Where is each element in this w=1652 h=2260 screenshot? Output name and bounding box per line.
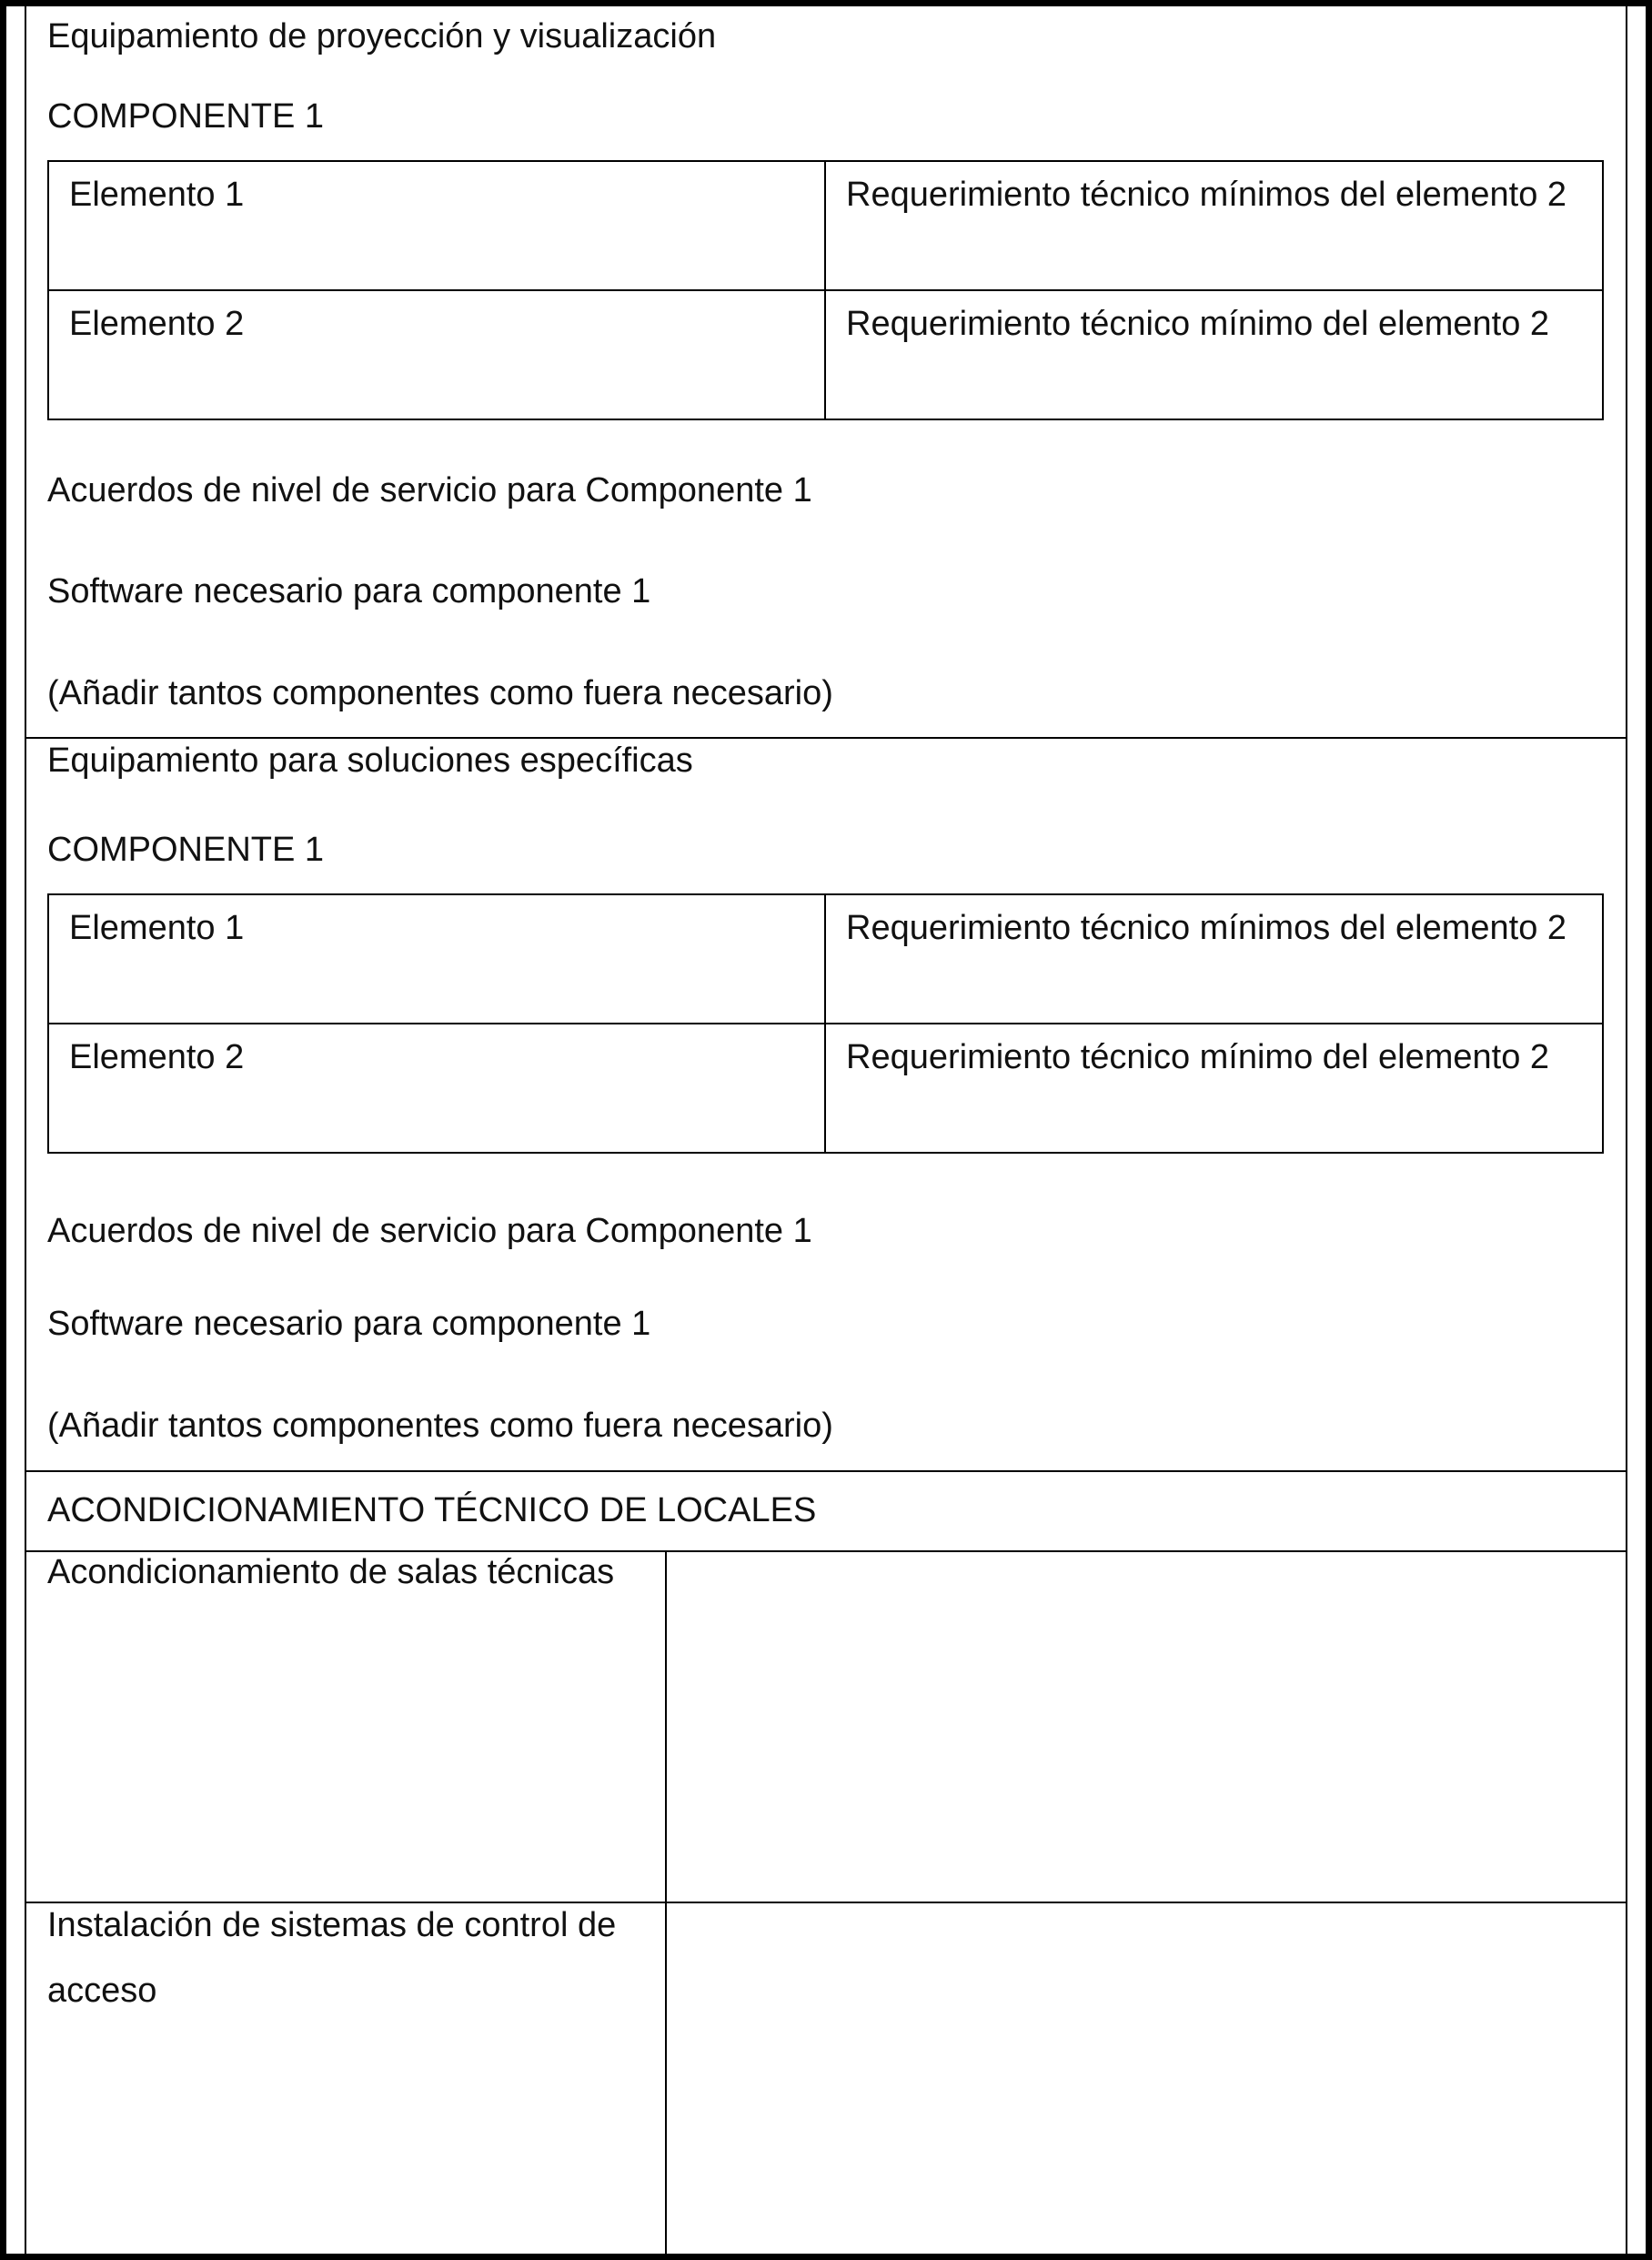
component-heading: COMPONENTE 1	[47, 97, 325, 136]
component-table	[47, 893, 1604, 1154]
element-cell: Elemento 2	[48, 290, 825, 419]
requirement-cell: Requerimiento técnico mínimos del elemento 2	[825, 894, 1603, 1024]
table-row	[48, 1024, 1603, 1153]
requirement-cell: Requerimiento técnico mínimos del elemento 2	[825, 161, 1603, 290]
note-text: (Añadir tantos componentes como fuera necesario)	[47, 1407, 833, 1445]
locales-heading: ACONDICIONAMIENTO TÉCNICO DE LOCALES	[47, 1491, 817, 1529]
table-row	[48, 290, 1603, 419]
sla-text: Acuerdos de nivel de servicio para Componente 1	[47, 1212, 812, 1250]
table-row	[48, 894, 1603, 1024]
component-heading: COMPONENTE 1	[47, 831, 325, 869]
component-table	[47, 160, 1604, 420]
inner-right-border	[1626, 6, 1627, 2254]
element-cell: Elemento 2	[48, 1024, 825, 1153]
sla-text: Acuerdos de nivel de servicio para Componente 1	[47, 471, 812, 510]
software-text: Software necesario para componente 1	[47, 572, 651, 610]
note-text: (Añadir tantos componentes como fuera necesario)	[47, 674, 833, 712]
section-divider	[26, 1470, 1626, 1472]
table-row	[48, 161, 1603, 290]
section-title: Equipamiento para soluciones específicas	[47, 742, 693, 780]
section-title: Equipamiento de proyección y visualización	[47, 17, 717, 55]
software-text: Software necesario para componente 1	[47, 1305, 651, 1343]
locales-row-label: Instalación de sistemas de control de acceso	[47, 1906, 617, 2010]
requirement-cell: Requerimiento técnico mínimo del elemento 2	[825, 1024, 1603, 1153]
element-cell: Elemento 1	[48, 161, 825, 290]
inner-left-border	[25, 6, 26, 2254]
element-cell: Elemento 1	[48, 894, 825, 1024]
requirement-cell: Requerimiento técnico mínimo del elemento 2	[825, 290, 1603, 419]
locales-row-label: Acondicionamiento de salas técnicas	[47, 1553, 615, 1591]
